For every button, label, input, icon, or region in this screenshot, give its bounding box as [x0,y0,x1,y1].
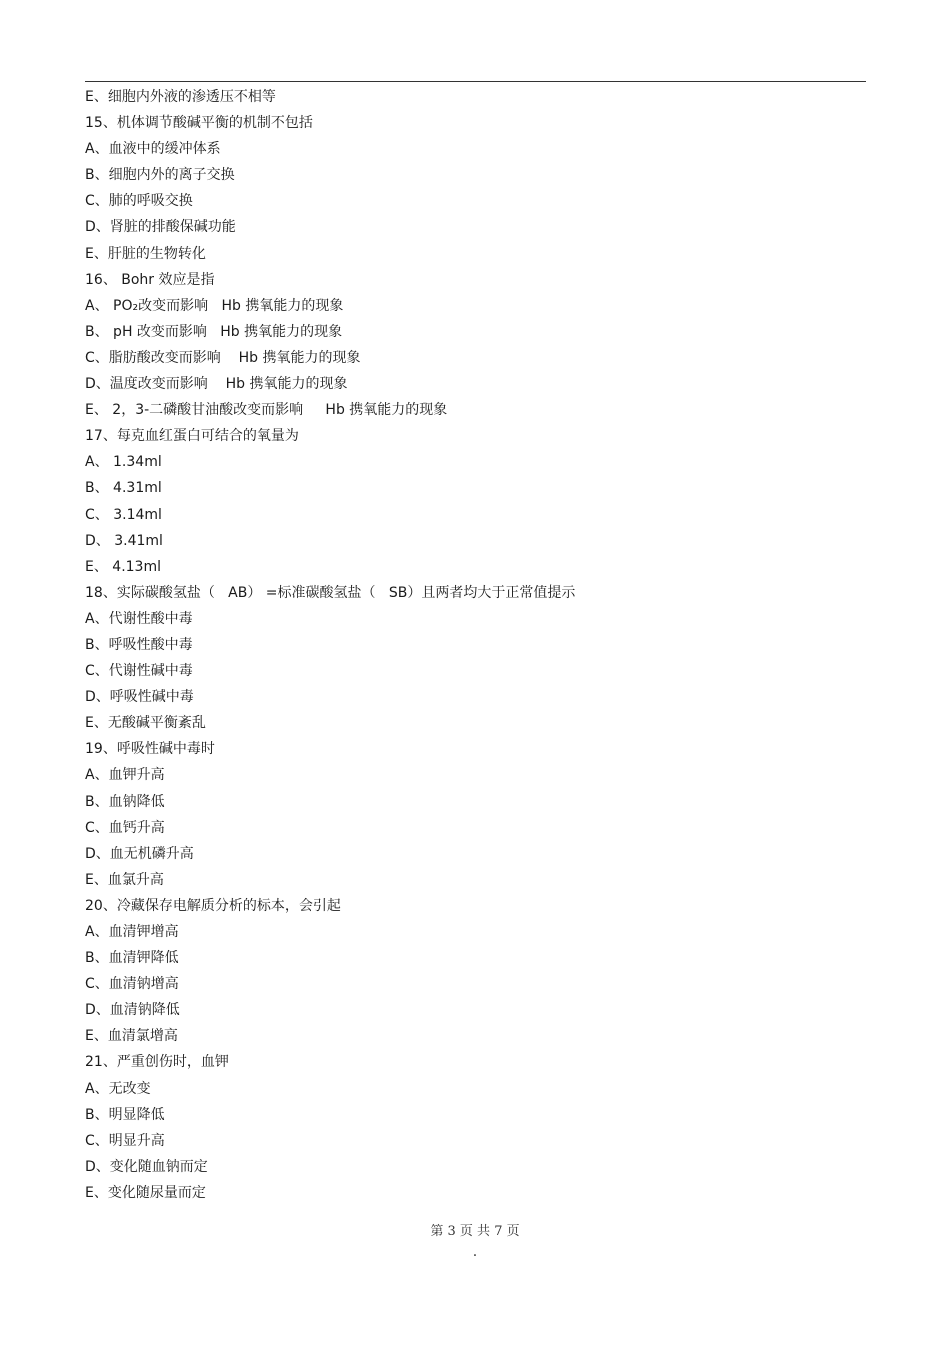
option-line: B、呼吸性酸中毒 [85,636,193,653]
option-line: E、 2，3-二磷酸甘油酸改变而影响 Hb 携氧能力的现象 [85,402,448,419]
option-line: B、血钠降低 [85,793,165,810]
page-footer: 第 3 页 共 7 页 [430,1224,520,1239]
option-line: E、血氯升高 [85,871,164,888]
option-line: B、 pH 改变而影响 Hb 携氧能力的现象 [85,323,343,340]
header-rule [85,81,866,82]
question-stem: 20、冷藏保存电解质分析的标本，会引起 [85,897,341,914]
option-line: A、 PO₂改变而影响 Hb 携氧能力的现象 [85,297,344,314]
question-stem: 21、严重创伤时，血钾 [85,1054,229,1071]
option-line: D、 3.41ml [85,532,163,549]
option-line: D、温度改变而影响 Hb 携氧能力的现象 [85,376,348,393]
option-line: C、血清钠增高 [85,976,179,993]
option-line: B、 4.31ml [85,480,162,497]
option-line: C、肺的呼吸交换 [85,193,193,210]
option-line: C、血钙升高 [85,819,165,836]
question-stem: 15、机体调节酸碱平衡的机制不包括 [85,115,313,132]
option-line: A、 1.34ml [85,454,162,471]
option-line: D、肾脏的排酸保碱功能 [85,219,236,236]
question-list [85,84,885,1206]
option-line: C、脂肪酸改变而影响 Hb 携氧能力的现象 [85,349,361,366]
question-stem: 18、实际碳酸氢盐（ AB） =标准碳酸氢盐（ SB）且两者均大于正常值提示 [85,584,576,601]
option-line: E、 4.13ml [85,558,161,575]
option-line: A、无改变 [85,1080,151,1097]
option-line: E、肝脏的生物转化 [85,245,206,262]
option-line: C、 3.14ml [85,506,162,523]
option-line: B、明显降低 [85,1106,165,1123]
option-line: E、变化随尿量而定 [85,1184,206,1201]
option-line: D、血清钠降低 [85,1002,180,1019]
option-line: A、血清钾增高 [85,924,179,940]
question-stem: 17、每克血红蛋白可结合的氧量为 [85,428,299,445]
option-line: E、血清氯增高 [85,1028,178,1045]
option-line: A、代谢性酸中毒 [85,610,193,627]
option-line: D、呼吸性碱中毒 [85,689,194,706]
option-line: C、代谢性碱中毒 [85,663,193,680]
option-line: D、变化随血钠而定 [85,1158,208,1175]
option-line: D、血无机磷升高 [85,845,194,862]
footer-dot: . [472,1244,478,1260]
option-line: C、明显升高 [85,1132,165,1149]
option-line: A、血钾升高 [85,767,165,784]
option-line: B、细胞内外的离子交换 [85,167,235,184]
question-stem: 16、 Bohr 效应是指 [85,271,215,288]
option-line: B、血清钾降低 [85,950,179,967]
option-line: E、无酸碱平衡紊乱 [85,715,206,732]
option-line: A、血液中的缓冲体系 [85,141,221,158]
text-line: E、细胞内外液的渗透压不相等 [85,89,276,105]
question-stem: 19、呼吸性碱中毒时 [85,741,215,758]
